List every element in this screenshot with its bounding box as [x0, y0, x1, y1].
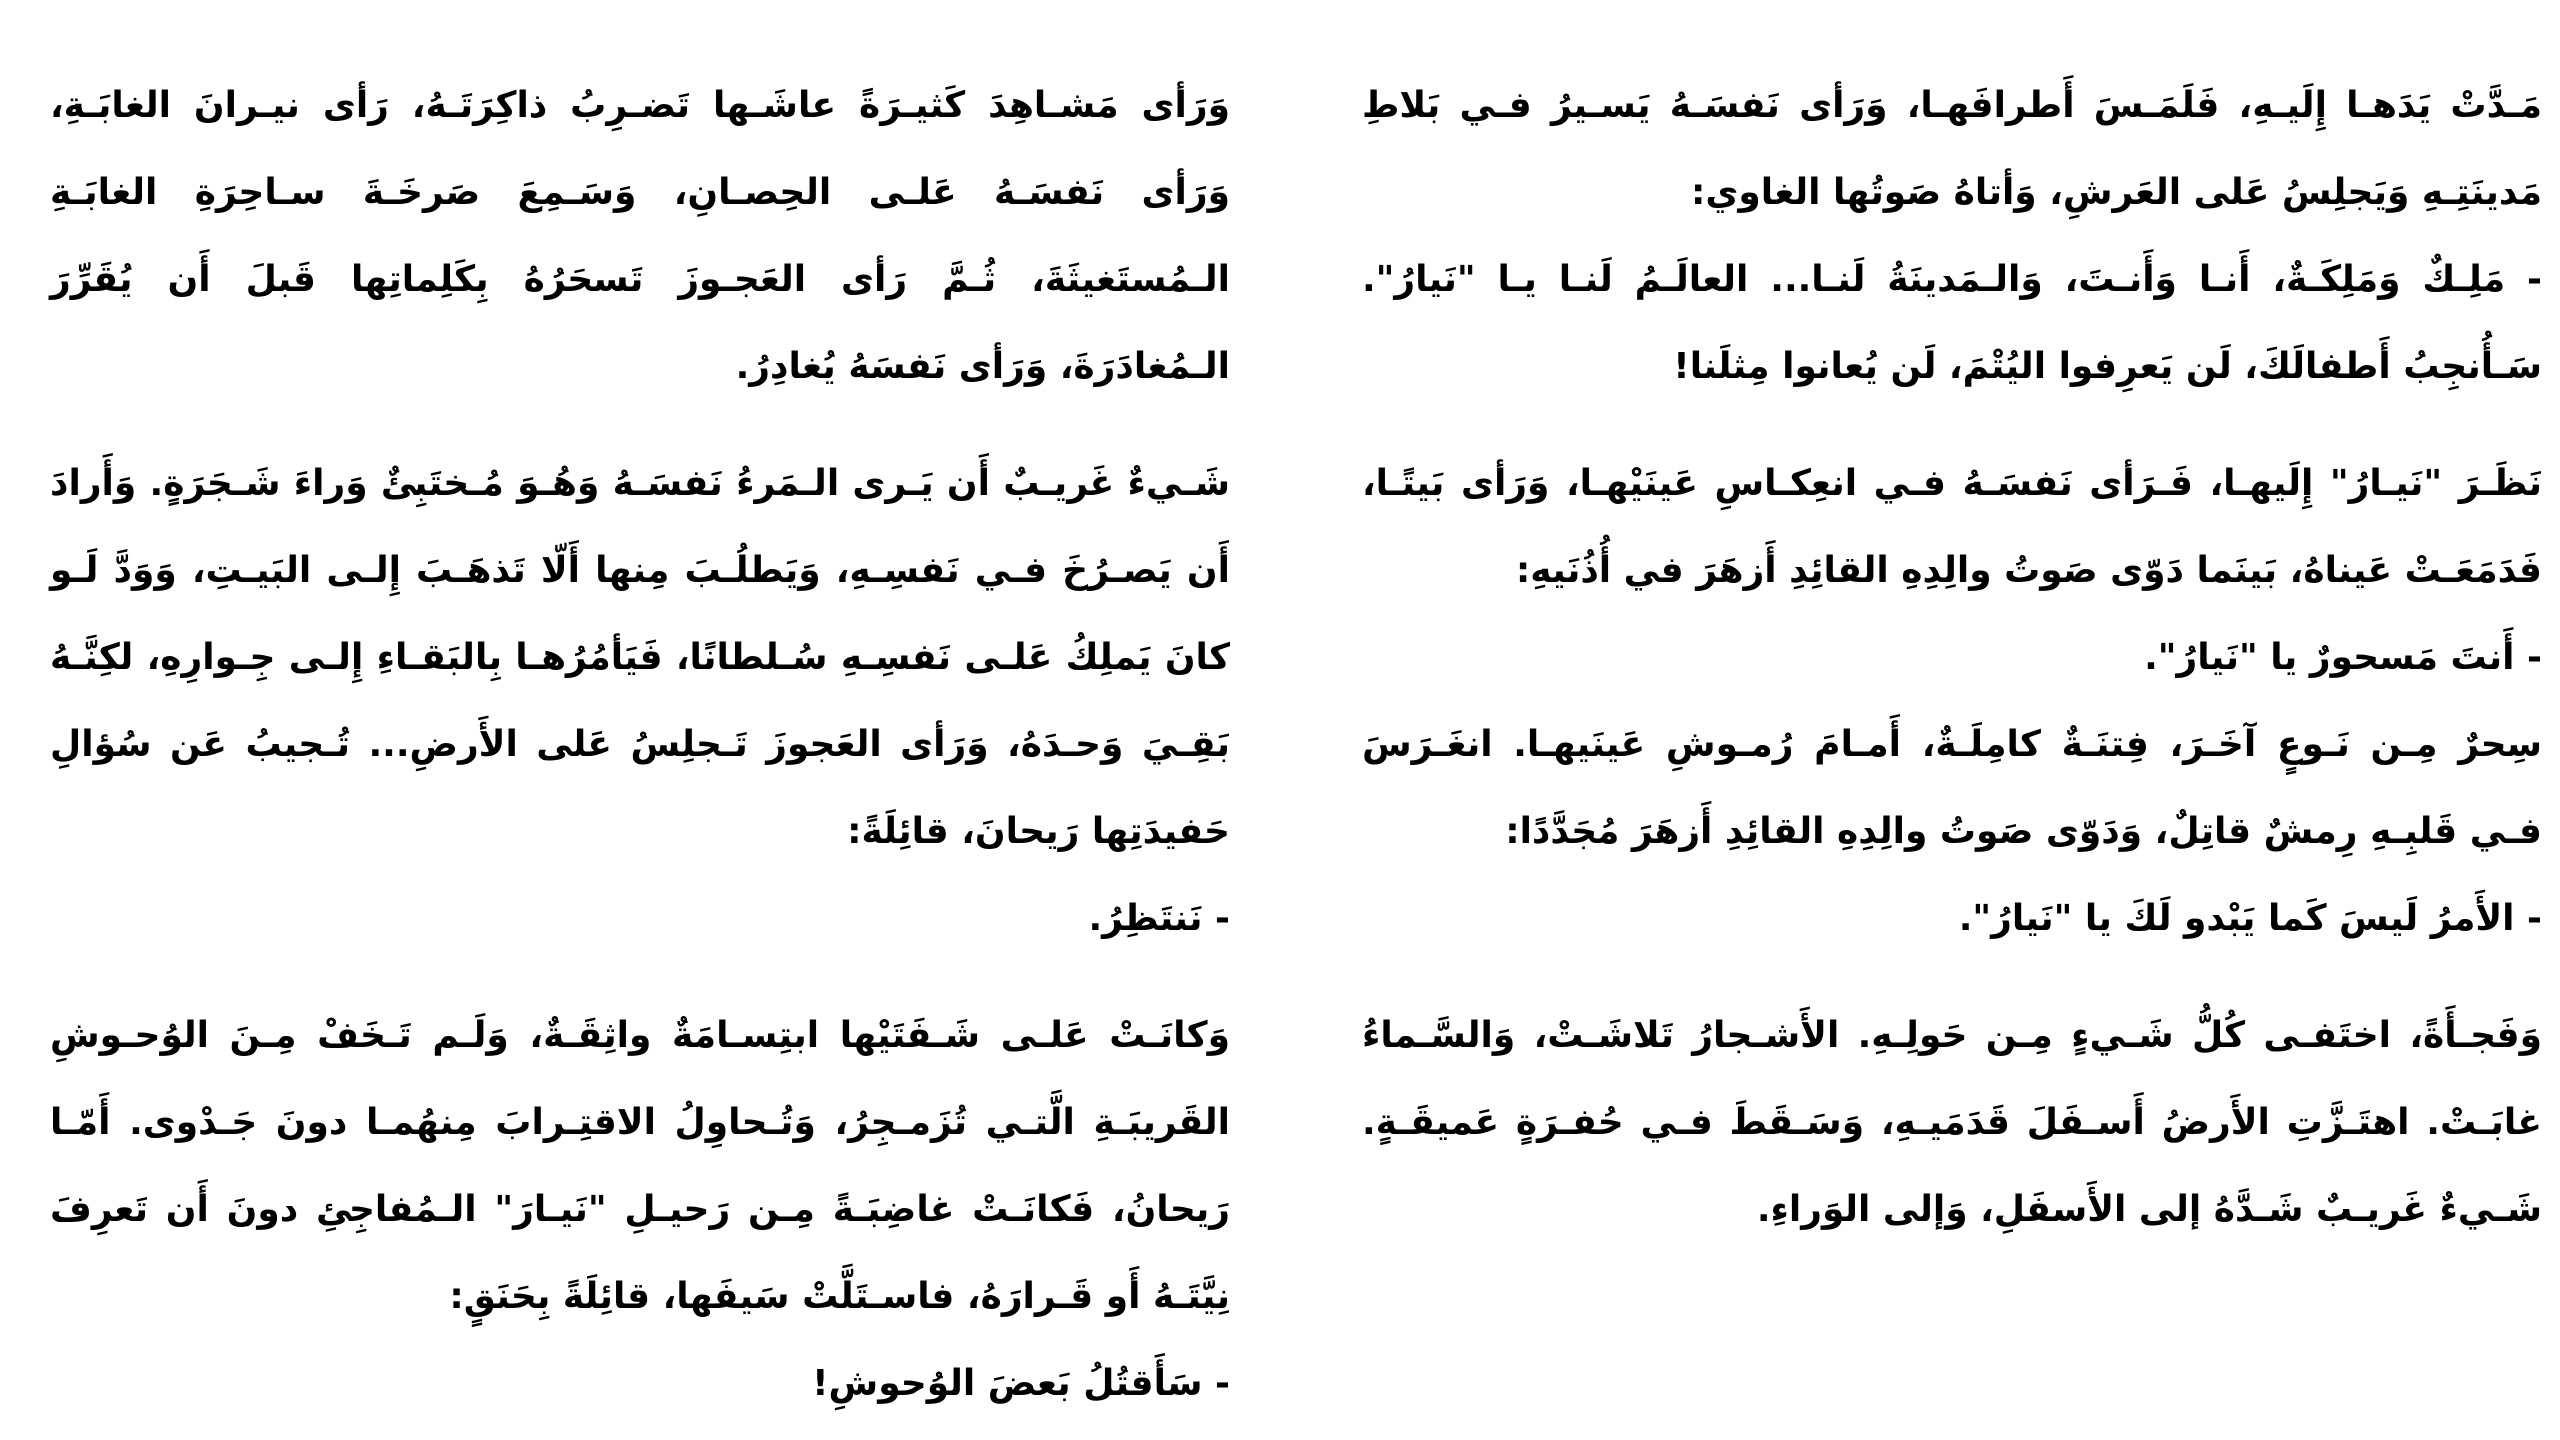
paragraph-right-1: مَـدَّتْ يَدَهـا إِلَيـهِ، فَلَمَـسَ أَطرافَهـا، وَرَأى نَفسَـهُ يَسـيرُ فـي بَلاطِ مَدينَتِـهِ وَيَجلِسُ عَلى العَرشِ، وَأتاهُ صَوتُها الغاوي:: [1362, 85, 2542, 213]
paragraph-right-3: سِحرٌ مِـن نَـوعٍ آخَـرَ، فِتنَـةٌ كامِلَـةٌ، أَمـامَ رُمـوشِ عَينَيهـا. انغَـرَسَ فـي قَلبِـهِ رِمشٌ قاتِلٌ، وَدَوّى صَوتُ والِدِهِ القائِدِ أَزهَرَ مُجَدَّدًا:: [1362, 724, 2542, 852]
dialogue-right-3: - الأَمرُ لَيسَ كَما يَبْدو لَكَ يا "نَيارُ".: [1958, 898, 2542, 939]
dialogue-right-1: - مَلِـكٌ وَمَلِكَـةٌ، أَنـا وَأَنـتَ، وَالـمَدينَةُ لَنـا... العالَـمُ لَنـا يـا "نَيارُ". سَـأُنجِبُ أَطفالَكَ، لَن يَعرِفوا اليُتْمَ، لَن يُعانوا مِثلَنا!: [1362, 259, 2542, 387]
dialogue-left-1: - نَنتَظِرُ.: [1088, 898, 1230, 939]
paragraph-left-1: وَرَأى مَشـاهِدَ كَثيـرَةً عاشَـها تَضـرِبُ ذاكِرَتَـهُ، رَأى نيـرانَ الغابَـةِ، وَرَأى نَفسَـهُ عَلـى الحِصـانِ، وَسَـمِعَ صَرخَـةَ سـاحِرَةِ الغابَـةِ الـمُستَغيثَةَ، ثُـمَّ رَأى العَجـوزَ تَسحَرُهُ بِكَلِماتِها قَبلَ أَن يُقَرِّرَ الـمُغادَرَةَ، وَرَأى نَفسَهُ يُغادِرُ.: [50, 85, 1230, 387]
paragraph-left-3: وَكانَـتْ عَلـى شَـفَتَيْها ابتِسـامَةٌ واثِقَـةٌ، وَلَـم تَـخَفْ مِـنَ الوُحـوشِ القَريبَـةِ الَّتـي تُزَمـجِرُ، وَتُـحاوِلُ الاقتِـرابَ مِنهُمـا دونَ جَـدْوى. أَمّـا رَيحانُ، فَكانَـتْ غاضِبَـةً مِـن رَحيـلِ "نَيـارَ" الـمُفاجِئِ دونَ أَن تَعرِفَ نِيَّتَـهُ أَو قَـرارَهُ، فاسـتَلَّتْ سَيفَها، قائِلَةً بِحَنَقٍ:: [50, 1015, 1230, 1317]
right-column: [1362, 62, 2542, 1253]
dialogue-left-2: - سَأَقتُلُ بَعضَ الوُحوشِ!: [812, 1363, 1230, 1404]
paragraph-right-4: وَفَجـأَةً، اختَفـى كُلُّ شَـيءٍ مِـن حَولِـهِ. الأَشـجارُ تَلاشَـتْ، وَالسَّـماءُ غابَـتْ. اهتَـزَّتِ الأَرضُ أَسـفَلَ قَدَمَيـهِ، وَسَـقَطَ فـي حُفـرَةٍ عَميقَـةٍ. شَـيءٌ غَريـبٌ شَـدَّهُ إلى الأَسفَلِ، وَإلى الوَراءِ.: [1362, 1015, 2542, 1230]
dialogue-right-2: - أَنتَ مَسحورٌ يا "نَيارُ".: [2144, 637, 2542, 678]
paragraph-left-2: شَـيءٌ غَريـبٌ أَن يَـرى الـمَرءُ نَفسَـهُ وَهُـوَ مُـختَبِئٌ وَراءَ شَـجَرَةٍ. وَأَرادَ أَن يَصـرُخَ فـي نَفسِـهِ، وَيَطلُـبَ مِنها أَلّا تَذهَـبَ إِلـى البَيـتِ، وَوَدَّ لَـو كانَ يَملِكُ عَلـى نَفسِـهِ سُـلطانًا، فَيَأمُرُهـا بِالبَقـاءِ إِلـى جِـوارِهِ، لكِنَّـهُ بَقِـيَ وَحـدَهُ، وَرَأى العَجوزَ تَـجلِسُ عَلى الأَرضِ... تُـجيبُ عَن سُؤالِ حَفيدَتِها رَيحانَ، قائِلَةً:: [50, 463, 1230, 852]
paragraph-right-2: نَظَـرَ "نَيـارُ" إِلَيهـا، فَـرَأى نَفسَـهُ فـي انعِكـاسِ عَينَيْهـا، وَرَأى بَيتًـا، فَدَمَعَـتْ عَيناهُ، بَينَما دَوّى صَوتُ والِدِهِ القائِدِ أَزهَرَ في أُذُنَيهِ:: [1362, 463, 2542, 591]
left-column: [50, 62, 1230, 1427]
